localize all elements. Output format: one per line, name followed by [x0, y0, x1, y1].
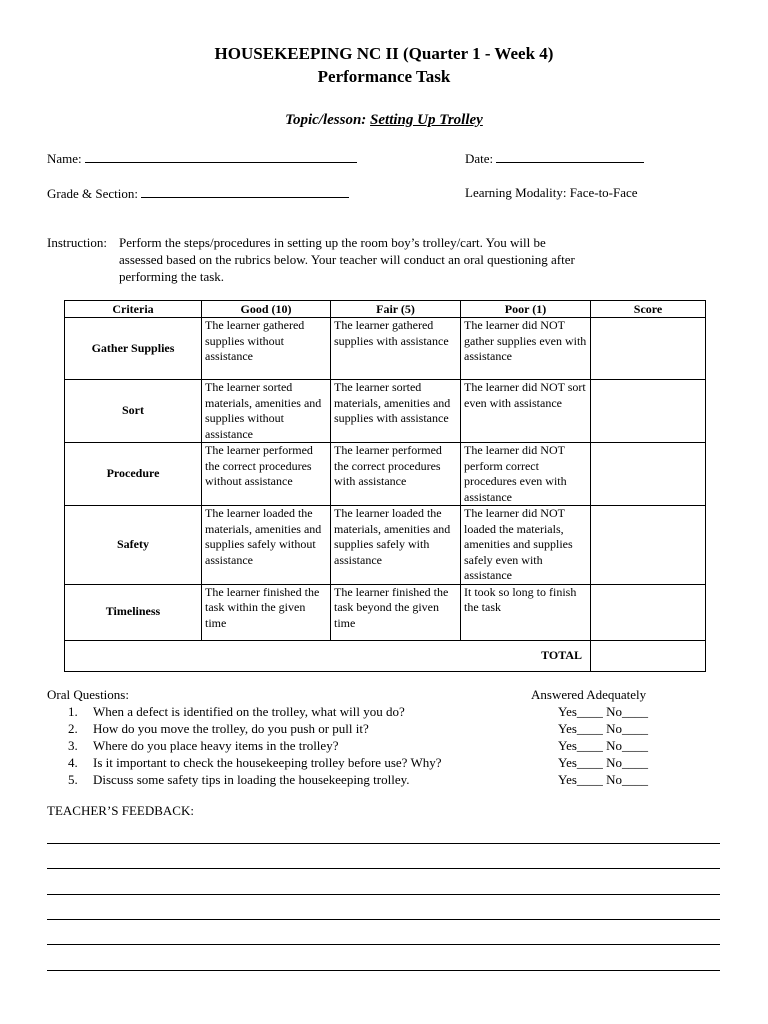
rubric-header-row [65, 301, 706, 318]
oral-questions-heading: Oral Questions: [47, 687, 129, 702]
topic-label: Topic/lesson: [285, 112, 367, 128]
poor-cell: The learner did NOT sort even with assistance [461, 380, 591, 443]
rubric-total-row [65, 640, 706, 671]
oral-question-item [68, 703, 688, 720]
fair-cell: The learner performed the correct procedures with assistance [331, 443, 461, 506]
topic-line [0, 112, 768, 129]
rubric-row-procedure [65, 443, 706, 506]
feedback-line[interactable] [47, 868, 720, 869]
instruction-line-3: performing the task. [119, 269, 225, 284]
oral-questions-list [68, 703, 688, 788]
question-text: Where do you place heavy items in the trolley? [93, 738, 339, 753]
question-text: Discuss some safety tips in loading the housekeeping trolley. [93, 772, 410, 787]
score-cell[interactable] [591, 380, 706, 443]
header-good: Good (10) [202, 301, 331, 318]
oral-question-item [68, 754, 688, 771]
total-score-cell[interactable] [591, 640, 706, 671]
poor-cell: The learner did NOT loaded the materials, amenities and supplies safely even with assistance [461, 506, 591, 585]
poor-cell: It took so long to finish the task [461, 584, 591, 640]
header-poor: Poor (1) [461, 301, 591, 318]
header-score: Score [591, 301, 706, 318]
question-number: 2. [68, 721, 78, 736]
feedback-line[interactable] [47, 843, 720, 844]
good-cell: The learner performed the correct procedures without assistance [202, 443, 331, 506]
name-field[interactable] [47, 150, 357, 167]
poor-cell: The learner did NOT perform correct procedures even with assistance [461, 443, 591, 506]
rubric-row-gather-supplies [65, 318, 706, 380]
good-cell: The learner loaded the materials, amenities and supplies safely without assistance [202, 506, 331, 585]
total-label: TOTAL [65, 640, 591, 671]
poor-cell: The learner did NOT gather supplies even with assistance [461, 318, 591, 380]
rubric-table [64, 300, 706, 672]
yes-no-blanks[interactable]: Yes____ No____ [558, 721, 649, 736]
criteria-cell: Sort [65, 380, 202, 443]
document-title: HOUSEKEEPING NC II (Quarter 1 - Week 4) [214, 44, 554, 63]
yes-no-blanks[interactable]: Yes____ No____ [558, 772, 649, 787]
grade-section-blank[interactable] [141, 185, 349, 198]
oral-question-item [68, 771, 688, 788]
oral-question-item [68, 720, 688, 737]
date-field[interactable] [465, 150, 644, 167]
feedback-line[interactable] [47, 970, 720, 971]
topic-value: Setting Up Trolley [370, 112, 483, 128]
instruction-line-2: assessed based on the rubrics below. Your teacher will conduct an oral questioning after [119, 252, 575, 267]
criteria-cell: Procedure [65, 443, 202, 506]
question-text: Is it important to check the housekeeping trolley before use? Why? [93, 755, 442, 770]
fair-cell: The learner gathered supplies with assistance [331, 318, 461, 380]
rubric-row-safety [65, 506, 706, 585]
fair-cell: The learner finished the task beyond the given time [331, 584, 461, 640]
grade-section-field[interactable] [47, 185, 349, 202]
learning-modality: Learning Modality: Face-to-Face [465, 185, 638, 200]
good-cell: The learner sorted materials, amenities and supplies without assistance [202, 380, 331, 443]
criteria-cell: Safety [65, 506, 202, 585]
rubric-row-timeliness [65, 584, 706, 640]
criteria-cell: Timeliness [65, 584, 202, 640]
feedback-line[interactable] [47, 919, 720, 920]
score-cell[interactable] [591, 584, 706, 640]
score-cell[interactable] [591, 506, 706, 585]
teachers-feedback-label: TEACHER’S FEEDBACK: [47, 803, 194, 818]
good-cell: The learner finished the task within the given time [202, 584, 331, 640]
score-cell[interactable] [591, 443, 706, 506]
rubric-row-sort [65, 380, 706, 443]
score-cell[interactable] [591, 318, 706, 380]
name-label: Name: [47, 151, 82, 166]
fair-cell: The learner sorted materials, amenities and supplies with assistance [331, 380, 461, 443]
header-fair: Fair (5) [331, 301, 461, 318]
question-number: 1. [68, 704, 78, 719]
instruction-label: Instruction: [47, 235, 107, 250]
instruction-line-1: Perform the steps/procedures in setting up the room boy’s trolley/cart. You will be [119, 235, 546, 250]
good-cell: The learner gathered supplies without assistance [202, 318, 331, 380]
header-criteria: Criteria [65, 301, 202, 318]
answered-adequately-heading: Answered Adequately [531, 687, 647, 702]
fair-cell: The learner loaded the materials, amenities and supplies safely with assistance [331, 506, 461, 585]
date-blank[interactable] [496, 150, 644, 163]
yes-no-blanks[interactable]: Yes____ No____ [558, 738, 649, 753]
name-blank[interactable] [85, 150, 357, 163]
document-subtitle: Performance Task [317, 67, 451, 86]
oral-question-item [68, 737, 688, 754]
feedback-line[interactable] [47, 894, 720, 895]
criteria-cell: Gather Supplies [65, 318, 202, 380]
question-number: 5. [68, 772, 78, 787]
instruction-block [47, 234, 687, 285]
question-number: 3. [68, 738, 78, 753]
date-label: Date: [465, 151, 494, 166]
yes-no-blanks[interactable]: Yes____ No____ [558, 704, 649, 719]
feedback-line[interactable] [47, 944, 720, 945]
question-text: How do you move the trolley, do you push or pull it? [93, 721, 369, 736]
grade-section-label: Grade & Section: [47, 186, 138, 201]
yes-no-blanks[interactable]: Yes____ No____ [558, 755, 649, 770]
question-text: When a defect is identified on the trolley, what will you do? [93, 704, 405, 719]
question-number: 4. [68, 755, 78, 770]
